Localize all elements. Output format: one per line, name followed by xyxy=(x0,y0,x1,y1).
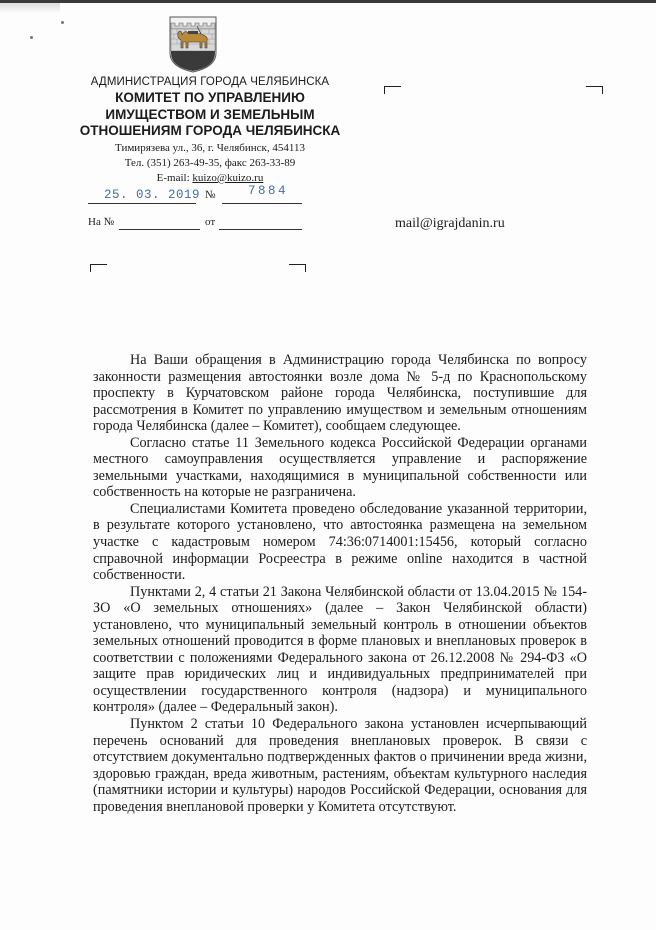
committee-name-line: ОТНОШЕНИЯМ ГОРОДА ЧЕЛЯБИНСКА xyxy=(79,123,341,138)
committee-name-line: КОМИТЕТ ПО УПРАВЛЕНИЮ xyxy=(115,90,305,105)
reply-to-label: На № xyxy=(88,216,115,228)
phone-fax: Тел. (351) 263-49-35, факс 263-33-89 xyxy=(124,157,296,169)
email-row xyxy=(60,171,360,186)
email-label: E-mail: xyxy=(156,172,193,184)
number-stamp: 7884 xyxy=(248,184,289,198)
address: Тимирязева ул., 36, г. Челябинск, 454113 xyxy=(115,142,305,154)
body-paragraph: Пунктом 2 статьи 10 Федерального закона установлен исчерпывающий перечень оснований для проведения внеплановых проверок. В связи с отсутствием документально подтвержденных фактов о причинении вреда жизни, здоровью граждан, вреда животным, растениям, объектам культурного наследия (памятники истории и культуры) народов Российской Федерации, основания для проведения внеплановой проверки у Комитета отсутствуют. xyxy=(93,716,587,815)
body-paragraph: Пунктами 2, 4 статьи 21 Закона Челябинской области от 13.04.2015 № 154-ЗО «О земельных отношениях» (далее – Закон Челябинской области) установлено, что муниципальный земельный контроль в отношении объектов земельных отношений проводится в форме плановых и внеплановых проверок в соответствии с положениями Федерального закона от 26.12.2008 № 294-ФЗ «О защите прав юридических лиц и индивидуальных предпринимателей при осуществлении государственного контроля (надзора) и муниципального контроля» (далее – Федеральный закон). xyxy=(93,583,587,716)
scan-speck xyxy=(30,36,33,39)
chelyabinsk-coat-of-arms-icon xyxy=(168,15,218,73)
contact-block xyxy=(60,141,360,186)
number-field-line xyxy=(222,203,302,204)
committee-name xyxy=(50,90,370,140)
date-field-line xyxy=(88,203,196,204)
scan-edge-fade xyxy=(0,3,60,13)
date-stamp: 25. 03. 2019 xyxy=(104,188,201,202)
scan-speck xyxy=(61,21,64,24)
from-field-line xyxy=(219,229,302,230)
committee-name-line: ИМУЩЕСТВОМ И ЗЕМЕЛЬНЫМ xyxy=(105,106,315,122)
scan-edge-shadow xyxy=(0,0,656,3)
subject-corner-mark xyxy=(90,264,107,272)
address-corner-mark xyxy=(384,86,401,94)
recipient-email: mail@igrajdanin.ru xyxy=(395,216,505,231)
from-label: от xyxy=(205,216,216,228)
reply-to-field-line xyxy=(119,229,200,230)
letter-body xyxy=(93,352,587,815)
address-corner-mark xyxy=(586,86,603,94)
administration-name: АДМИНИСТРАЦИЯ ГОРОДА ЧЕЛЯБИНСКА xyxy=(90,76,330,88)
body-paragraph: Согласно статье 11 Земельного кодекса Российской Федерации органами местного самоуправления осуществляется управление и распоряжение земельными участками, находящимися в муниципальной собственности или собственность на которые не разграничена. xyxy=(93,434,587,501)
body-paragraph: Специалистами Комитета проведено обследование указанной территории, в результате которого установлено, что автостоянка размещена на земельном участке с кадастровым номером 74:36:0714001:15456, который согласно справочной информации Росреестра в режиме online находится в частной собственности. xyxy=(93,500,587,584)
body-paragraph: На Ваши обращения в Администрацию города Челябинска по вопросу законности размещения автостоянки возле дома № 5-д по Краснопольскому проспекту в Курчатовском районе города Челябинска, поступившие для рассмотрения в Комитет по управлению имуществом и земельным отношениям города Челябинска (далее – Комитет), сообщаем следующее. xyxy=(93,352,587,435)
subject-corner-mark xyxy=(289,264,306,272)
number-label: № xyxy=(205,189,216,201)
email-link[interactable]: kuizo@kuizo.ru xyxy=(192,172,264,184)
